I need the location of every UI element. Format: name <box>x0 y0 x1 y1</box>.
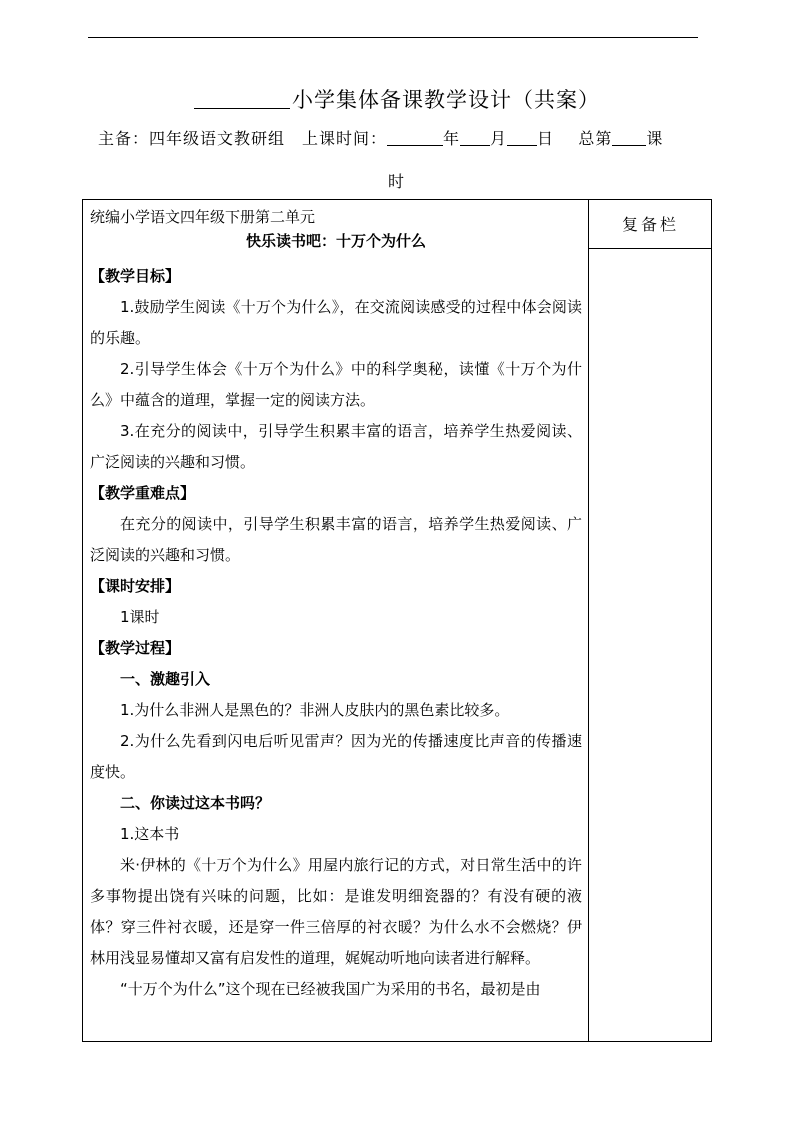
lesson-content <box>90 203 582 1005</box>
schedule-text: 1课时 <box>120 608 160 626</box>
process-heading: 【教学过程】 <box>90 639 181 657</box>
lesson-label-wrap: 时 <box>388 172 405 191</box>
schedule-heading: 【课时安排】 <box>90 577 181 595</box>
day-label: 日 <box>537 129 555 148</box>
key-points-text: 在充分的阅读中，引导学生积累丰富的语言，培养学生热爱阅读、广泛阅读的兴趣和习惯。 <box>90 515 582 564</box>
table-divider <box>588 199 589 1042</box>
header-rule <box>88 37 698 38</box>
step-2-paragraph-1: 米·伊林的《十万个为什么》用屋内旅行记的方式，对日常生活中的许多事物提出饶有兴味的问题，比如：是谁发明细瓷器的？有没有硬的液体？穿三件衬衣暖，还是穿一件三倍厚的衬衣暖？为什么水不会燃烧？伊林用浅显易懂却又富有启发性的道理，娓娓动听地向读者进行解释。 <box>90 856 582 967</box>
unit-line: 统编小学语文四年级下册第二单元 <box>90 208 316 226</box>
step-2-subheading: 1.这本书 <box>120 825 180 843</box>
year-label: 年 <box>443 129 461 148</box>
title-text: 小学集体备课教学设计（共案） <box>292 88 600 112</box>
review-column-heading: 复备栏 <box>621 215 679 234</box>
school-name-blank[interactable] <box>194 90 290 109</box>
side-header-rule <box>589 248 712 249</box>
page-title <box>0 84 794 114</box>
author-and-time-label: 主备：四年级语文教研组 上课时间： <box>98 129 388 148</box>
step-2-paragraph-2: “十万个为什么”这个现在已经被我国广为采用的书名，最初是由 <box>120 980 541 998</box>
total-label: 总第 <box>578 129 613 148</box>
goals-heading: 【教学目标】 <box>90 267 181 285</box>
lesson-number-blank[interactable] <box>612 129 646 146</box>
day-blank[interactable] <box>507 129 537 146</box>
goal-3: 3.在充分的阅读中，引导学生积累丰富的语言，培养学生热爱阅读、广泛阅读的兴趣和习惯。 <box>90 422 582 471</box>
lesson-title: 快乐读书吧：十万个为什么 <box>245 232 426 250</box>
step-1-heading: 一、激趣引入 <box>120 670 211 688</box>
key-points-heading: 【教学重难点】 <box>90 484 196 502</box>
step-1-question-2: 2.为什么先看到闪电后听见雷声？因为光的传播速度比声音的传播速度快。 <box>90 732 582 781</box>
meta-line <box>98 128 698 150</box>
month-blank[interactable] <box>460 129 490 146</box>
goal-2: 2.引导学生体会《十万个为什么》中的科学奥秘，读懂《十万个为什么》中蕴含的道理，掌握一定的阅读方法。 <box>90 360 582 409</box>
month-label: 月 <box>490 129 508 148</box>
step-2-heading: 二、你读过这本书吗？ <box>120 794 271 812</box>
year-blank[interactable] <box>387 129 443 146</box>
goal-1: 1.鼓励学生阅读《十万个为什么》，在交流阅读感受的过程中体会阅读的乐趣。 <box>90 298 582 347</box>
step-1-question-1: 1.为什么非洲人是黑色的？非洲人皮肤内的黑色素比较多。 <box>120 701 510 719</box>
lesson-label: 课 <box>646 129 664 148</box>
